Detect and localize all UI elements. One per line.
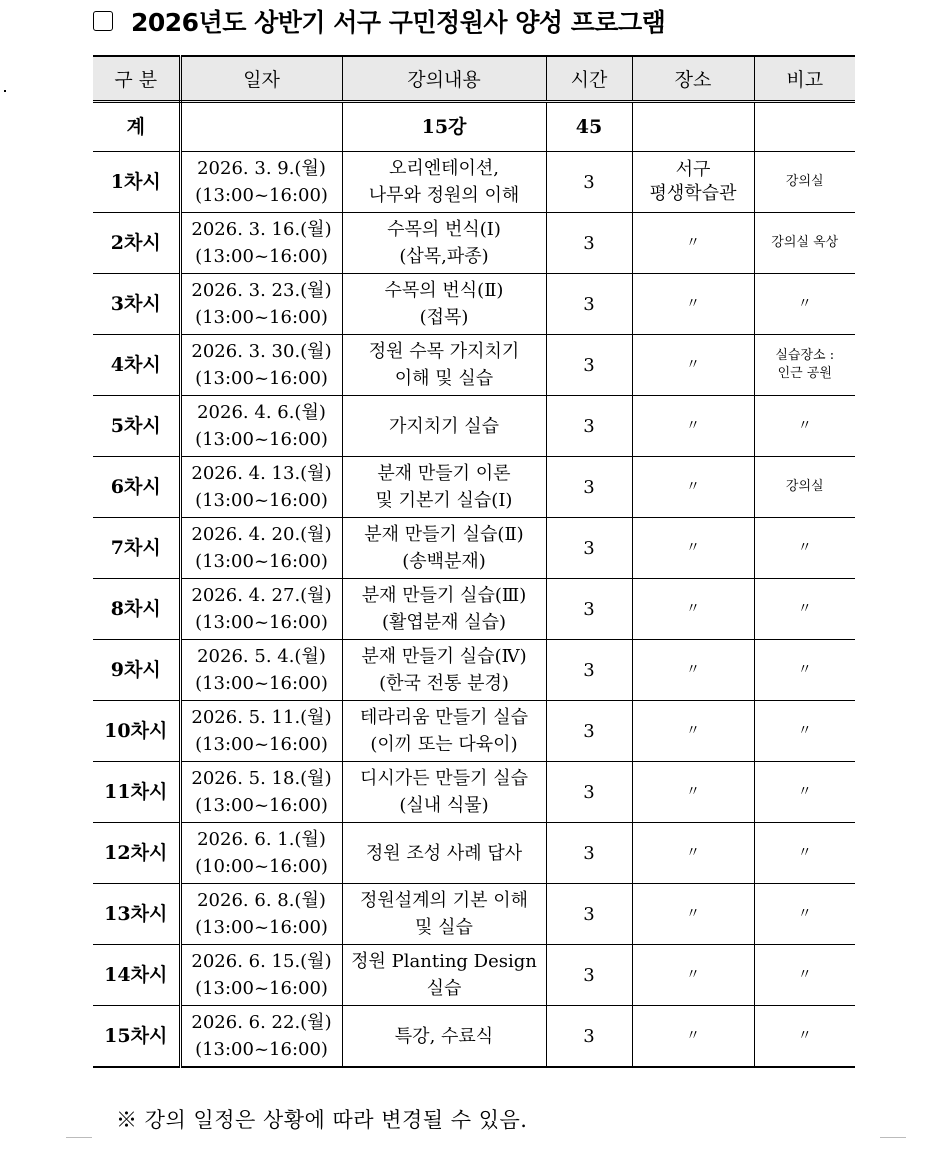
date-line: 2026. 3. 23.(월) <box>191 280 332 301</box>
schedule-table <box>93 55 855 1068</box>
title-text: 2026년도 상반기 서구 구민정원사 양성 프로그램 <box>131 8 666 37</box>
session-cell <box>93 518 180 579</box>
content-line: 분재 만들기 실습(Ⅲ) <box>361 585 527 606</box>
session-label: 13차시 <box>104 902 168 925</box>
time-line: (13:00~16:00) <box>195 185 328 206</box>
content-cell <box>342 640 546 701</box>
table-row <box>93 457 855 518</box>
note-line: 〃 <box>797 784 812 800</box>
note-cell <box>754 701 855 762</box>
session-cell <box>93 1006 180 1068</box>
date-line: 2026. 3. 9.(월) <box>197 158 326 179</box>
header-hours: 시간 <box>546 56 632 102</box>
hours-cell <box>546 762 632 823</box>
date-cell <box>180 884 342 945</box>
date-line: 2026. 6. 1.(월) <box>197 829 326 850</box>
time-line: (13:00~16:00) <box>195 551 328 572</box>
table-row <box>93 762 855 823</box>
total-place <box>632 102 754 152</box>
session-label: 1차시 <box>110 170 161 193</box>
total-date <box>180 102 342 152</box>
session-cell <box>93 945 180 1006</box>
time-line: (13:00~16:00) <box>195 490 328 511</box>
date-cell <box>180 579 342 640</box>
note-cell <box>754 640 855 701</box>
content-cell <box>342 884 546 945</box>
place-line-2: 평생학습관 <box>649 183 737 204</box>
place-line: 〃 <box>686 967 700 983</box>
date-cell <box>180 518 342 579</box>
content-line: 수목의 번식(Ⅰ) <box>387 219 501 240</box>
session-label: 10차시 <box>104 719 168 742</box>
place-cell <box>632 945 754 1006</box>
place-line: 〃 <box>686 479 700 495</box>
date-line: 2026. 6. 22.(월) <box>191 1012 332 1033</box>
hours-cell <box>546 945 632 1006</box>
time-line: (10:00~16:00) <box>195 856 328 877</box>
place-cell <box>632 579 754 640</box>
place-cell <box>632 457 754 518</box>
date-line: 2026. 5. 18.(월) <box>191 768 332 789</box>
date-cell <box>180 640 342 701</box>
hours-value: 3 <box>583 781 595 803</box>
hours-cell <box>546 152 632 213</box>
content-line-2: (활엽분재 실습) <box>381 612 507 633</box>
hours-cell <box>546 1006 632 1068</box>
document-title <box>93 3 665 39</box>
header-note: 비고 <box>754 56 855 102</box>
table-row <box>93 518 855 579</box>
note-line: 〃 <box>797 662 812 678</box>
place-line: 〃 <box>686 296 700 312</box>
date-cell <box>180 1006 342 1068</box>
note-cell <box>754 762 855 823</box>
date-cell <box>180 762 342 823</box>
date-cell <box>180 701 342 762</box>
place-cell <box>632 762 754 823</box>
session-cell <box>93 396 180 457</box>
note-cell <box>754 579 855 640</box>
place-cell <box>632 1006 754 1068</box>
session-label: 11차시 <box>104 780 168 803</box>
table-row <box>93 335 855 396</box>
content-line: 가지치기 실습 <box>388 415 500 437</box>
table-row <box>93 579 855 640</box>
note-line: 강의실 옥상 <box>771 235 839 250</box>
hours-value: 3 <box>583 354 595 376</box>
date-cell <box>180 335 342 396</box>
content-line-2: (한국 전통 분경) <box>379 673 509 694</box>
date-line: 2026. 4. 6.(월) <box>197 402 326 423</box>
hours-cell <box>546 274 632 335</box>
content-cell <box>342 701 546 762</box>
date-line: 2026. 6. 15.(월) <box>191 951 332 972</box>
table-row <box>93 213 855 274</box>
table-row <box>93 701 855 762</box>
page-edge-mark <box>66 1137 92 1138</box>
note-line: 〃 <box>797 540 812 556</box>
place-cell <box>632 823 754 884</box>
hours-value: 3 <box>583 598 595 620</box>
place-line: 서구 <box>675 159 711 180</box>
time-line: (13:00~16:00) <box>195 795 328 816</box>
time-line: (13:00~16:00) <box>195 734 328 755</box>
time-line: (13:00~16:00) <box>195 978 328 999</box>
content-line: 디시가든 만들기 실습 <box>360 768 528 789</box>
session-label: 12차시 <box>104 841 168 864</box>
content-cell <box>342 579 546 640</box>
content-cell <box>342 945 546 1006</box>
note-line: 〃 <box>797 906 812 922</box>
hours-value: 3 <box>583 232 595 254</box>
total-content: 15강 <box>342 102 546 152</box>
session-cell <box>93 335 180 396</box>
note-line: 〃 <box>797 1028 812 1044</box>
hours-value: 3 <box>583 720 595 742</box>
note-line: 〃 <box>797 723 812 739</box>
place-cell <box>632 213 754 274</box>
table-row <box>93 884 855 945</box>
table-row <box>93 274 855 335</box>
note-cell <box>754 945 855 1006</box>
content-cell <box>342 335 546 396</box>
date-line: 2026. 4. 20.(월) <box>191 524 332 545</box>
content-line: 분재 만들기 이론 <box>377 463 511 484</box>
note-line: 〃 <box>797 601 812 617</box>
session-label: 5차시 <box>110 414 161 437</box>
content-cell <box>342 823 546 884</box>
hours-cell <box>546 579 632 640</box>
hours-value: 3 <box>583 659 595 681</box>
content-cell <box>342 1006 546 1068</box>
content-line: 정원설계의 기본 이해 <box>360 890 528 911</box>
session-label: 7차시 <box>110 536 161 559</box>
hours-cell <box>546 213 632 274</box>
date-cell <box>180 457 342 518</box>
time-line: (13:00~16:00) <box>195 368 328 389</box>
hours-value: 3 <box>583 171 595 193</box>
hours-cell <box>546 457 632 518</box>
content-line-2: (접목) <box>419 307 469 328</box>
content-line: 특강, 수료식 <box>394 1025 494 1047</box>
table-row <box>93 945 855 1006</box>
date-cell <box>180 823 342 884</box>
session-cell <box>93 152 180 213</box>
date-line: 2026. 5. 4.(월) <box>197 646 326 667</box>
time-line: (13:00~16:00) <box>195 673 328 694</box>
content-line: 분재 만들기 실습(Ⅳ) <box>361 646 527 667</box>
total-hours: 45 <box>546 102 632 152</box>
hours-cell <box>546 823 632 884</box>
note-line: 〃 <box>797 845 812 861</box>
header-category: 구 분 <box>93 56 180 102</box>
place-cell <box>632 152 754 213</box>
session-cell <box>93 213 180 274</box>
content-line: 정원 수목 가지치기 <box>368 341 520 362</box>
place-line: 〃 <box>686 784 700 800</box>
date-cell <box>180 213 342 274</box>
note-cell <box>754 396 855 457</box>
content-line: 테라리움 만들기 실습 <box>360 707 528 728</box>
time-line: (13:00~16:00) <box>195 612 328 633</box>
content-line-2: (삽목,파종) <box>399 246 489 267</box>
note-line: 강의실 <box>785 479 824 494</box>
session-label: 9차시 <box>110 658 161 681</box>
total-note <box>754 102 855 152</box>
place-cell <box>632 274 754 335</box>
time-line: (13:00~16:00) <box>195 1039 328 1060</box>
note-line: 강의실 <box>785 174 824 189</box>
content-line-2: 나무와 정원의 이해 <box>368 185 520 206</box>
note-line-2: 인근 공원 <box>777 366 832 381</box>
hours-value: 3 <box>583 842 595 864</box>
content-line: 수목의 번식(Ⅱ) <box>384 280 504 301</box>
content-cell <box>342 213 546 274</box>
hours-cell <box>546 884 632 945</box>
hours-value: 3 <box>583 964 595 986</box>
session-label: 14차시 <box>104 963 168 986</box>
checkbox-square-icon <box>93 11 113 31</box>
place-cell <box>632 640 754 701</box>
place-line: 〃 <box>686 662 700 678</box>
date-cell <box>180 152 342 213</box>
table-row <box>93 396 855 457</box>
note-cell <box>754 884 855 945</box>
content-line-2: (이끼 또는 다육이) <box>370 734 518 755</box>
content-line: 오리엔테이션, <box>388 158 500 179</box>
hours-cell <box>546 396 632 457</box>
header-row <box>93 56 855 102</box>
date-cell <box>180 945 342 1006</box>
place-line: 〃 <box>686 540 700 556</box>
total-row <box>93 102 855 152</box>
place-line: 〃 <box>686 845 700 861</box>
place-line: 〃 <box>686 357 700 373</box>
place-line: 〃 <box>686 418 700 434</box>
note-line: 〃 <box>797 418 812 434</box>
content-line-2: 이해 및 실습 <box>394 368 494 389</box>
page-edge-mark <box>880 1137 906 1138</box>
session-cell <box>93 701 180 762</box>
session-cell <box>93 457 180 518</box>
time-line: (13:00~16:00) <box>195 429 328 450</box>
date-cell <box>180 396 342 457</box>
hours-cell <box>546 640 632 701</box>
place-cell <box>632 701 754 762</box>
session-label: 6차시 <box>110 475 161 498</box>
session-label: 8차시 <box>110 597 161 620</box>
hours-value: 3 <box>583 415 595 437</box>
hours-value: 3 <box>583 476 595 498</box>
note-cell <box>754 518 855 579</box>
date-line: 2026. 5. 11.(월) <box>191 707 332 728</box>
table-row <box>93 823 855 884</box>
place-cell <box>632 335 754 396</box>
table-row <box>93 152 855 213</box>
hours-value: 3 <box>583 537 595 559</box>
place-cell <box>632 396 754 457</box>
hours-cell <box>546 335 632 396</box>
content-line: 분재 만들기 실습(Ⅱ) <box>364 524 524 545</box>
date-line: 2026. 3. 30.(월) <box>191 341 332 362</box>
date-line: 2026. 4. 13.(월) <box>191 463 332 484</box>
note-line: 실습장소 : <box>775 348 835 363</box>
note-line: 〃 <box>797 967 812 983</box>
footnote: ※ 강의 일정은 상황에 따라 변경될 수 있음. <box>116 1108 528 1132</box>
place-line: 〃 <box>686 906 700 922</box>
header-date: 일자 <box>180 56 342 102</box>
note-cell <box>754 335 855 396</box>
total-label: 계 <box>93 102 180 152</box>
header-content: 강의내용 <box>342 56 546 102</box>
session-cell <box>93 274 180 335</box>
place-cell <box>632 884 754 945</box>
content-line-2: 및 기본기 실습(Ⅰ) <box>375 490 513 511</box>
table-row <box>93 640 855 701</box>
hours-cell <box>546 701 632 762</box>
session-label: 4차시 <box>110 353 161 376</box>
content-cell <box>342 457 546 518</box>
time-line: (13:00~16:00) <box>195 246 328 267</box>
hours-value: 3 <box>583 1025 595 1047</box>
hours-cell <box>546 518 632 579</box>
content-cell <box>342 152 546 213</box>
date-cell <box>180 274 342 335</box>
date-line: 2026. 3. 16.(월) <box>191 219 332 240</box>
content-line-2: 및 실습 <box>415 917 473 938</box>
note-cell <box>754 823 855 884</box>
time-line: (13:00~16:00) <box>195 307 328 328</box>
time-line: (13:00~16:00) <box>195 917 328 938</box>
hours-value: 3 <box>583 903 595 925</box>
note-cell <box>754 1006 855 1068</box>
note-line: 〃 <box>797 296 812 312</box>
note-cell <box>754 274 855 335</box>
place-line: 〃 <box>686 235 700 251</box>
content-line: 정원 조성 사례 답사 <box>365 842 523 864</box>
content-line-2: (송백분재) <box>402 551 486 572</box>
place-line: 〃 <box>686 1028 700 1044</box>
note-cell <box>754 152 855 213</box>
content-cell <box>342 396 546 457</box>
content-cell <box>342 762 546 823</box>
session-label: 2차시 <box>110 231 161 254</box>
header-place: 장소 <box>632 56 754 102</box>
place-line: 〃 <box>686 601 700 617</box>
content-cell <box>342 274 546 335</box>
content-line-2: (실내 식물) <box>399 795 489 816</box>
session-cell <box>93 579 180 640</box>
note-cell <box>754 457 855 518</box>
content-line: 정원 Planting Design <box>351 951 537 972</box>
table-row <box>93 1006 855 1068</box>
stray-dot <box>4 90 6 92</box>
place-cell <box>632 518 754 579</box>
session-cell <box>93 823 180 884</box>
content-cell <box>342 518 546 579</box>
hours-value: 3 <box>583 293 595 315</box>
date-line: 2026. 4. 27.(월) <box>191 585 332 606</box>
session-cell <box>93 884 180 945</box>
content-line-2: 실습 <box>426 978 462 999</box>
place-line: 〃 <box>686 723 700 739</box>
session-cell <box>93 762 180 823</box>
session-label: 3차시 <box>110 292 161 315</box>
note-cell <box>754 213 855 274</box>
session-label: 15차시 <box>104 1024 168 1047</box>
date-line: 2026. 6. 8.(월) <box>197 890 326 911</box>
session-cell <box>93 640 180 701</box>
